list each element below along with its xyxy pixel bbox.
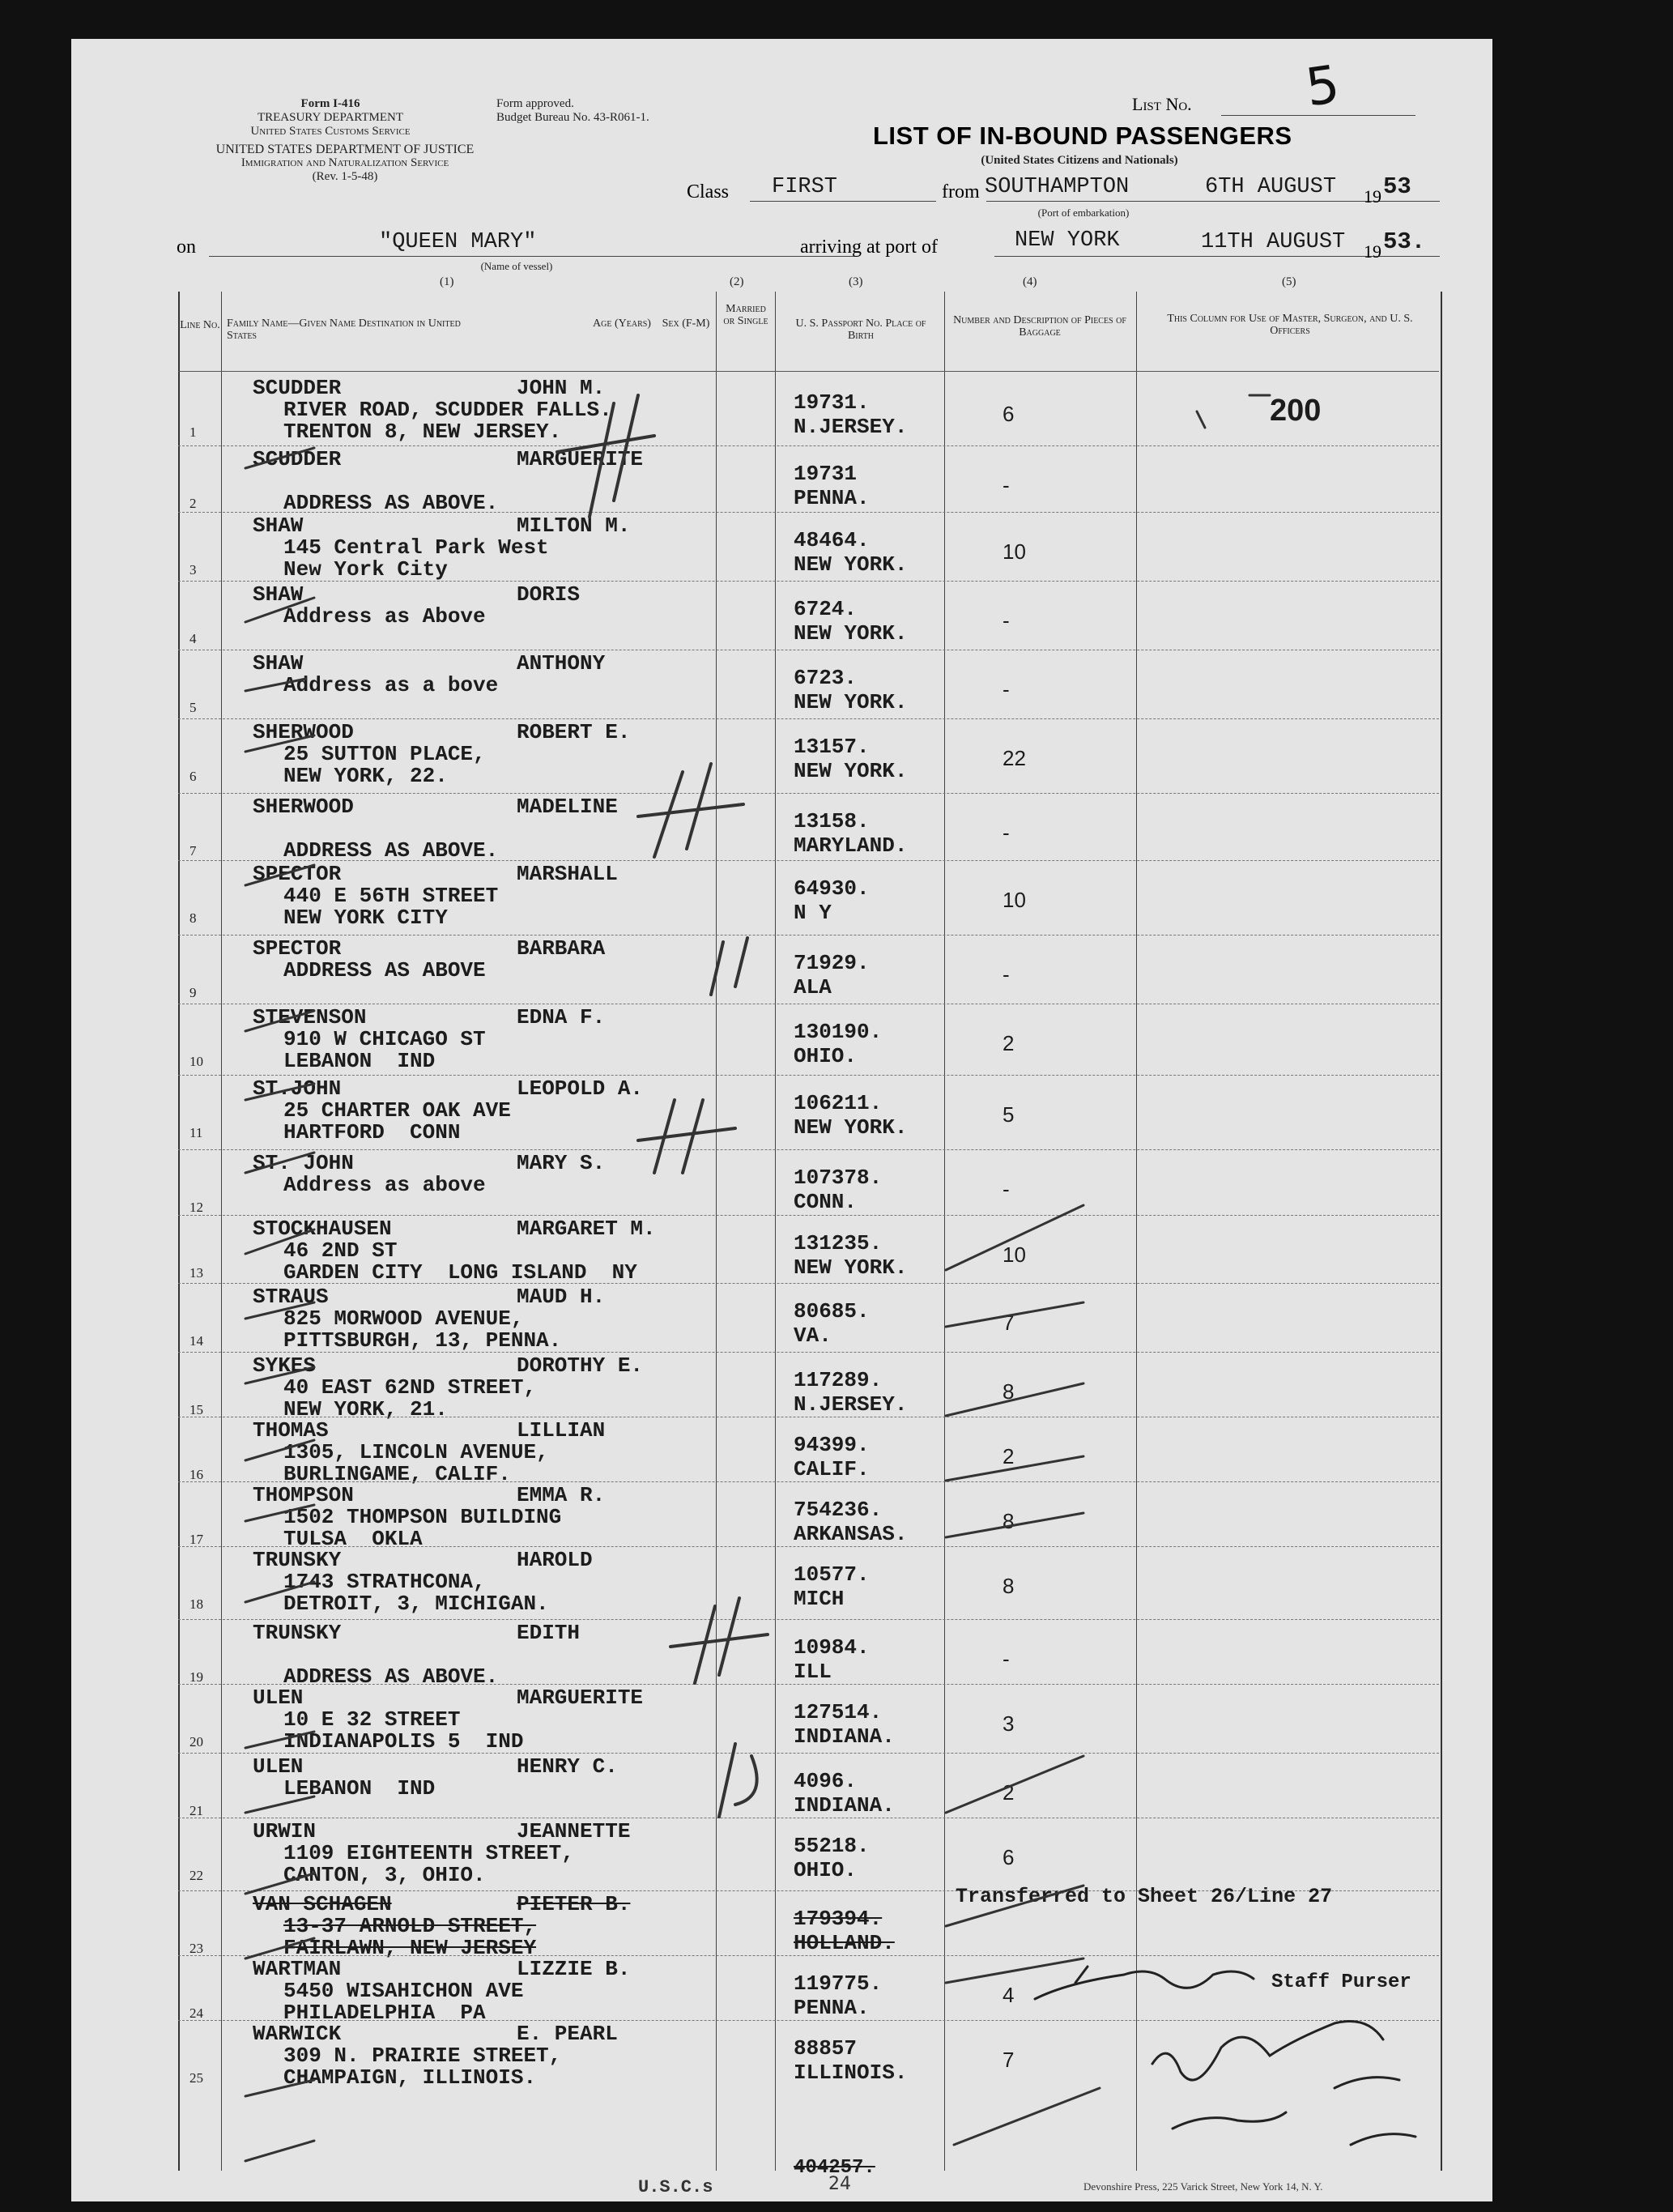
passport-number: 179394.	[794, 1907, 883, 1931]
place-of-birth: NEW YORK.	[794, 1255, 908, 1280]
vessel-note: (Name of vessel)	[480, 260, 553, 272]
col-sex-head: Sex (F-M)	[662, 318, 710, 330]
passport-number: 106211.	[794, 1091, 883, 1115]
from-value: SOUTHAMPTON	[985, 175, 1130, 199]
col-name-head: Family Name—Given Name Destination in United States	[227, 318, 461, 342]
depart-date: 6TH AUGUST	[1205, 175, 1337, 199]
place-of-birth: NEW YORK.	[794, 621, 908, 646]
given-name: HENRY C.	[517, 1754, 618, 1779]
colnum-1: (1)	[440, 275, 454, 288]
year-prefix-2: 19	[1364, 241, 1381, 262]
family-name: VAN SCHAGEN	[253, 1892, 392, 1916]
address-line-2: New York City	[283, 557, 448, 582]
family-name: WARTMAN	[253, 1957, 342, 1981]
baggage-count: 10	[1003, 1242, 1026, 1267]
given-name: LEOPOLD A.	[517, 1076, 644, 1101]
passport-number: 107378.	[794, 1166, 883, 1190]
line-number: 22	[189, 1868, 203, 1883]
line-number: 6	[189, 769, 197, 784]
place-of-birth: VA.	[794, 1323, 832, 1348]
given-name: MARGUERITE	[517, 1686, 644, 1710]
family-name: THOMPSON	[253, 1483, 354, 1507]
passport-number: 64930.	[794, 876, 870, 901]
col-age-head: Age (Years)	[593, 318, 651, 330]
baggage-count: 7	[1003, 2048, 1015, 2072]
line-number: 23	[189, 1941, 203, 1956]
colnum-5: (5)	[1282, 275, 1296, 288]
address-line-2: INDIANAPOLIS 5 IND	[283, 1729, 524, 1754]
colnum-4: (4)	[1023, 275, 1037, 288]
baggage-count: -	[1003, 1647, 1010, 1671]
class-label: Class	[687, 181, 730, 202]
baggage-count: 2	[1003, 1780, 1015, 1805]
place-of-birth: MARYLAND.	[794, 833, 908, 858]
col-line-head: Line No.	[180, 319, 220, 331]
family-name: SHAW	[253, 582, 304, 607]
address-line-1: ADDRESS AS ABOVE	[283, 958, 486, 982]
given-name: MILTON M.	[517, 514, 631, 538]
treasury-dept: TREASURY DEPARTMENT	[257, 111, 404, 124]
address-line-1: 1305, LINCOLN AVENUE,	[283, 1440, 549, 1464]
family-name: SCUDDER	[253, 376, 342, 400]
address-line-1: 825 MORWOOD AVENUE,	[283, 1306, 524, 1331]
class-value: FIRST	[772, 175, 838, 199]
passport-number: 55218.	[794, 1834, 870, 1858]
port-embark-note: (Port of embarkation)	[1037, 207, 1130, 219]
place-of-birth: N.JERSEY.	[794, 415, 908, 439]
address-line-2: HARTFORD CONN	[283, 1120, 461, 1144]
address-line-1: 1743 STRATHCONA,	[283, 1570, 486, 1594]
struck-passport: 404257.	[794, 2157, 875, 2179]
given-name: E. PEARL	[517, 2022, 618, 2046]
place-of-birth: MICH	[794, 1587, 845, 1611]
on-label: on	[177, 237, 196, 258]
line-number: 21	[189, 1803, 203, 1818]
line-number: 5	[189, 700, 197, 715]
given-name: PIETER B.	[517, 1892, 631, 1916]
given-name: MARY S.	[517, 1151, 606, 1175]
baggage-count: 2	[1003, 1031, 1015, 1055]
passport-number: 13157.	[794, 735, 870, 759]
baggage-count: 6	[1003, 1845, 1015, 1869]
line-number: 13	[189, 1265, 203, 1281]
given-name: JEANNETTE	[517, 1819, 631, 1843]
list-no-label: List No.	[1132, 94, 1192, 114]
address-line-1: 1109 EIGHTEENTH STREET,	[283, 1841, 574, 1865]
place-of-birth: NEW YORK.	[794, 552, 908, 577]
address-line-1: LEBANON IND	[283, 1776, 436, 1801]
line-number: 14	[189, 1333, 203, 1349]
baggage-count: -	[1003, 608, 1010, 633]
address-line-2: CANTON, 3, OHIO.	[283, 1863, 486, 1887]
address-line-1: 25 SUTTON PLACE,	[283, 742, 486, 766]
place-of-birth: NEW YORK.	[794, 690, 908, 714]
line-number: 25	[189, 2070, 203, 2086]
address-line-1: Address as Above	[283, 604, 486, 629]
footer-page: 24	[828, 2174, 851, 2194]
baggage-count: -	[1003, 1177, 1010, 1201]
year-suffix-2: 53.	[1383, 228, 1426, 255]
address-line-1: 309 N. PRAIRIE STREET,	[283, 2044, 562, 2068]
address-line-1: 440 E 56TH STREET	[283, 884, 499, 908]
family-name: ULEN	[253, 1754, 304, 1779]
passport-number: 71929.	[794, 951, 870, 975]
address-line-2: NEW YORK, 22.	[283, 764, 448, 788]
passport-number: 80685.	[794, 1299, 870, 1323]
given-name: EDITH	[517, 1621, 581, 1645]
address-line-1: RIVER ROAD, SCUDDER FALLS.	[283, 398, 612, 422]
passport-number: 754236.	[794, 1498, 883, 1522]
passport-number: 130190.	[794, 1020, 883, 1044]
passport-number: 6724.	[794, 597, 858, 621]
family-name: ST. JOHN	[253, 1151, 354, 1175]
address-line-2: TULSA OKLA	[283, 1527, 423, 1551]
baggage-count: 8	[1003, 1379, 1015, 1404]
family-name: ULEN	[253, 1686, 304, 1710]
passport-number: 94399.	[794, 1433, 870, 1457]
baggage-count: 4	[1003, 1983, 1015, 2007]
address-line-2: CHAMPAIGN, ILLINOIS.	[283, 2065, 537, 2090]
passport-number: 48464.	[794, 528, 870, 552]
col-officers-head: This Column for Use of Master, Surgeon, and U. S. Officers	[1167, 313, 1413, 337]
address-line-1: 25 CHARTER OAK AVE	[283, 1098, 511, 1123]
officer-note: 200	[1270, 394, 1322, 428]
address-line-1: 10 E 32 STREET	[283, 1707, 461, 1732]
line-number: 10	[189, 1054, 203, 1069]
passport-number: 119775.	[794, 1971, 883, 1996]
given-name: DORIS	[517, 582, 581, 607]
colnum-2: (2)	[730, 275, 744, 288]
baggage-count: -	[1003, 473, 1010, 497]
family-name: SCUDDER	[253, 447, 342, 471]
list-no-value: 5	[1302, 54, 1343, 119]
place-of-birth: CALIF.	[794, 1457, 870, 1481]
address-line-1: 46 2ND ST	[283, 1238, 398, 1263]
line-number: 3	[189, 562, 197, 578]
vessel-name: "QUEEN MARY"	[379, 230, 537, 254]
col-passport-head: U. S. Passport No. Place of Birth	[795, 318, 926, 342]
given-name: MARSHALL	[517, 862, 618, 886]
address-line-1: Address as a bove	[283, 673, 499, 697]
given-name: LIZZIE B.	[517, 1957, 631, 1981]
line-number: 20	[189, 1734, 203, 1750]
family-name: SYKES	[253, 1353, 317, 1378]
address-line-2: ADDRESS AS ABOVE.	[283, 838, 499, 863]
place-of-birth: PENNA.	[794, 1996, 870, 2020]
passport-number: 4096.	[794, 1769, 858, 1793]
place-of-birth: NEW YORK.	[794, 1115, 908, 1140]
customs-service: United States Customs Service	[250, 125, 411, 138]
passport-number: 127514.	[794, 1700, 883, 1724]
passport-number: 10984.	[794, 1635, 870, 1660]
family-name: THOMAS	[253, 1418, 329, 1443]
address-line-2: DETROIT, 3, MICHIGAN.	[283, 1592, 549, 1616]
year-prefix: 19	[1364, 186, 1381, 207]
family-name: URWIN	[253, 1819, 317, 1843]
manifest-page	[71, 39, 1492, 2201]
family-name: TRUNSKY	[253, 1548, 342, 1572]
baggage-count: 10	[1003, 539, 1026, 564]
given-name: MADELINE	[517, 795, 618, 819]
year-suffix: 53	[1383, 173, 1411, 200]
line-number: 2	[189, 496, 197, 511]
place-of-birth: N.JERSEY.	[794, 1392, 908, 1417]
address-line-2: FAIRLAWN, NEW JERSEY	[283, 1936, 537, 1960]
baggage-count: 7	[1003, 1311, 1015, 1335]
address-line-2: NEW YORK CITY	[283, 906, 448, 930]
given-name: MARGUERITE	[517, 447, 644, 471]
family-name: TRUNSKY	[253, 1621, 342, 1645]
baggage-count: 10	[1003, 888, 1026, 912]
baggage-count: 8	[1003, 1509, 1015, 1533]
line-number: 1	[189, 424, 197, 440]
given-name: EDNA F.	[517, 1005, 606, 1029]
col-baggage-head: Number and Description of Pieces of Baggage	[953, 314, 1126, 339]
address-line-2: ADDRESS AS ABOVE.	[283, 1664, 499, 1689]
place-of-birth: INDIANA.	[794, 1724, 895, 1749]
passport-number: 131235.	[794, 1231, 883, 1255]
place-of-birth: NEW YORK.	[794, 759, 908, 783]
transfer-note: Transferred to Sheet 26/Line 27	[956, 1885, 1333, 1908]
line-number: 16	[189, 1467, 203, 1482]
address-line-2: NEW YORK, 21.	[283, 1397, 448, 1421]
baggage-count: -	[1003, 677, 1010, 701]
arriving-label: arriving at port of	[800, 237, 938, 258]
from-label: from	[942, 181, 980, 202]
baggage-count: -	[1003, 820, 1010, 845]
address-line-2: GARDEN CITY LONG ISLAND NY	[283, 1260, 637, 1285]
given-name: MARGARET M.	[517, 1217, 656, 1241]
family-name: ST.JOHN	[253, 1076, 342, 1101]
given-name: MAUD H.	[517, 1285, 606, 1309]
line-number: 11	[189, 1125, 203, 1140]
given-name: JOHN M.	[517, 376, 606, 400]
line-number: 7	[189, 843, 197, 859]
ins-service: Immigration and Naturalization Service	[241, 156, 449, 169]
given-name: EMMA R.	[517, 1483, 606, 1507]
baggage-count: 6	[1003, 402, 1015, 426]
page-title: LIST OF IN-BOUND PASSENGERS	[873, 121, 1292, 150]
address-line-1: 145 Central Park West	[283, 535, 549, 560]
baggage-count: 2	[1003, 1444, 1015, 1468]
address-line-1: 40 EAST 62ND STREET,	[283, 1375, 537, 1400]
colnum-3: (3)	[849, 275, 863, 288]
form-number: Form I-416	[300, 97, 360, 110]
family-name: SPECTOR	[253, 936, 342, 961]
baggage-count: 3	[1003, 1711, 1015, 1736]
line-number: 4	[189, 631, 197, 646]
family-name: STEVENSON	[253, 1005, 367, 1029]
line-number: 8	[189, 910, 197, 926]
given-name: ANTHONY	[517, 651, 606, 676]
address-line-2: PHILADELPHIA PA	[283, 2001, 486, 2025]
place-of-birth: ALA	[794, 975, 832, 999]
family-name: SHERWOOD	[253, 720, 354, 744]
line-number: 17	[189, 1532, 203, 1547]
justice-dept: UNITED STATES DEPARTMENT OF JUSTICE	[215, 143, 475, 156]
passport-number: 88857	[794, 2036, 858, 2061]
budget-bureau: Budget Bureau No. 43-R061-1.	[496, 111, 649, 124]
footer-center: U.S.C.s	[638, 2177, 713, 2197]
arrival-port: NEW YORK	[1015, 228, 1120, 253]
given-name: DOROTHY E.	[517, 1353, 644, 1378]
place-of-birth: ILLINOIS.	[794, 2061, 908, 2085]
place-of-birth: N Y	[794, 901, 832, 925]
address-line-1: 13-37 ARNOLD STREET,	[283, 1914, 537, 1938]
col-married-head: Married or Single	[723, 303, 768, 327]
family-name: SHAW	[253, 651, 304, 676]
family-name: WARWICK	[253, 2022, 342, 2046]
family-name: SHAW	[253, 514, 304, 538]
address-line-1: 5450 WISAHICHON AVE	[283, 1979, 524, 2003]
passport-number: 10577.	[794, 1562, 870, 1587]
place-of-birth: OHIO.	[794, 1858, 858, 1882]
given-name: BARBARA	[517, 936, 606, 961]
place-of-birth: INDIANA.	[794, 1793, 895, 1818]
address-line-2: PITTSBURGH, 13, PENNA.	[283, 1328, 562, 1353]
page-subtitle: (United States Citizens and Nationals)	[981, 154, 1178, 167]
printer-line: Devonshire Press, 225 Varick Street, New York 14, N. Y.	[1083, 2180, 1323, 2193]
baggage-count: 22	[1003, 746, 1026, 770]
passport-number: 19731.	[794, 390, 870, 415]
address-line-2: LEBANON IND	[283, 1049, 436, 1073]
given-name: LILLIAN	[517, 1418, 606, 1443]
line-number: 15	[189, 1402, 203, 1417]
baggage-count: 5	[1003, 1102, 1015, 1127]
line-number: 18	[189, 1596, 203, 1612]
place-of-birth: HOLLAND.	[794, 1931, 895, 1955]
passport-number: 13158.	[794, 809, 870, 833]
pencil-annotations	[71, 39, 1492, 2201]
place-of-birth: OHIO.	[794, 1044, 858, 1068]
baggage-count: -	[1003, 962, 1010, 987]
place-of-birth: ILL	[794, 1660, 832, 1684]
address-line-2: BURLINGAME, CALIF.	[283, 1462, 511, 1486]
place-of-birth: ARKANSAS.	[794, 1522, 908, 1546]
baggage-count: 8	[1003, 1574, 1015, 1598]
passport-number: 117289.	[794, 1368, 883, 1392]
form-approved: Form approved.	[496, 97, 574, 110]
family-name: STRAUS	[253, 1285, 329, 1309]
passport-number: 6723.	[794, 666, 858, 690]
family-name: SHERWOOD	[253, 795, 354, 819]
line-number: 19	[189, 1669, 203, 1685]
given-name: ROBERT E.	[517, 720, 631, 744]
address-line-2: ADDRESS AS ABOVE.	[283, 491, 499, 515]
form-revision: (Rev. 1-5-48)	[312, 170, 378, 183]
line-number: 9	[189, 985, 197, 1000]
given-name: HAROLD	[517, 1548, 593, 1572]
place-of-birth: PENNA.	[794, 486, 870, 510]
arrival-date: 11TH AUGUST	[1201, 230, 1346, 254]
staff-purser: Staff Purser	[1271, 1971, 1411, 1993]
address-line-1: 1502 THOMPSON BUILDING	[283, 1505, 562, 1529]
family-name: STOCKHAUSEN	[253, 1217, 392, 1241]
line-number: 12	[189, 1200, 203, 1215]
passport-number: 19731	[794, 462, 858, 486]
family-name: SPECTOR	[253, 862, 342, 886]
address-line-1: 910 W CHICAGO ST	[283, 1027, 486, 1051]
line-number: 24	[189, 2005, 203, 2021]
address-line-2: TRENTON 8, NEW JERSEY.	[283, 420, 562, 444]
place-of-birth: CONN.	[794, 1190, 858, 1214]
address-line-1: Address as above	[283, 1173, 486, 1197]
